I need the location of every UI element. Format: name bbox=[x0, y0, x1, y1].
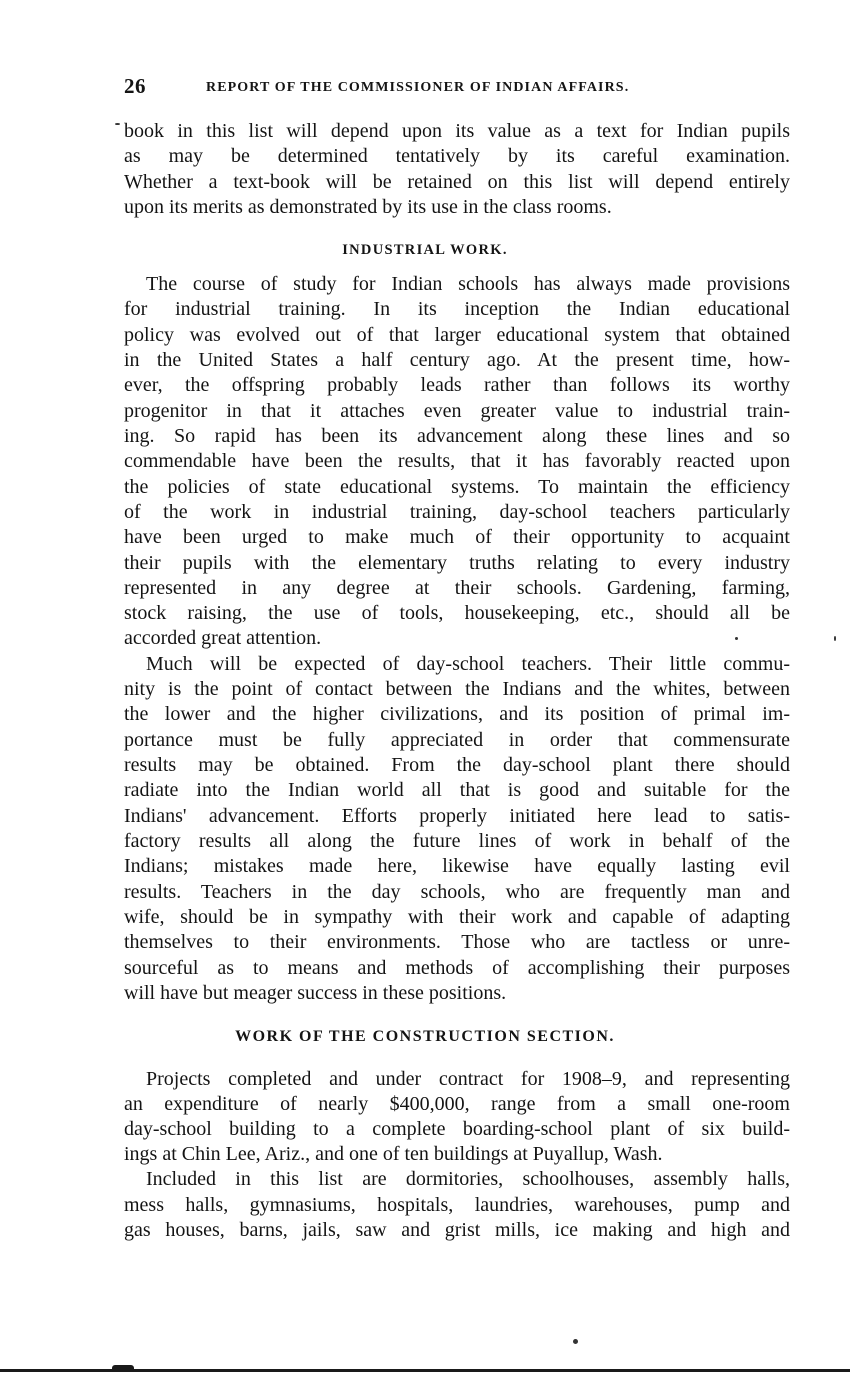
text-line: ing. So rapid has been its advancement along these lines and so bbox=[124, 425, 790, 447]
text-line: of the work in industrial training, day-school teachers particularly bbox=[124, 501, 790, 523]
text-line: policy was evolved out of that larger educational system that obtained bbox=[124, 324, 790, 346]
text-line: represented in any degree at their schools. Gardening, farming, bbox=[124, 577, 790, 599]
section-heading-construction: WORK OF THE CONSTRUCTION SECTION. bbox=[235, 1028, 615, 1045]
text-line: wife, should be in sympathy with their work and capable of adapting bbox=[124, 906, 790, 928]
text-line: Projects completed and under contract for 1908–9, and representing bbox=[146, 1068, 790, 1090]
text-line: mess halls, gymnasiums, hospitals, laundries, warehouses, pump and bbox=[124, 1194, 790, 1216]
scan-speck bbox=[115, 123, 120, 125]
text-line: results may be obtained. From the day-school plant there should bbox=[124, 754, 790, 776]
text-line: commendable have been the results, that it has favorably reacted upon bbox=[124, 450, 790, 472]
text-line: upon its merits as demonstrated by its use in the class rooms. bbox=[124, 196, 612, 218]
text-line: in the United States a half century ago. At the present time, how- bbox=[124, 349, 790, 371]
scan-speck bbox=[735, 637, 738, 640]
text-line: results. Teachers in the day schools, who are frequently man and bbox=[124, 881, 790, 903]
page-number: 26 bbox=[124, 74, 146, 98]
text-line: as may be determined tentatively by its careful examination. bbox=[124, 145, 790, 167]
text-line: gas houses, barns, jails, saw and grist mills, ice making and high and bbox=[124, 1219, 790, 1241]
text-line: an expenditure of nearly $400,000, range from a small one-room bbox=[124, 1093, 790, 1115]
text-line: radiate into the Indian world all that is good and suitable for the bbox=[124, 779, 790, 801]
text-line: portance must be fully appreciated in order that commensurate bbox=[124, 729, 790, 751]
text-line: book in this list will depend upon its value as a text for Indian pupils bbox=[124, 120, 790, 142]
text-line: for industrial training. In its inception the Indian educational bbox=[124, 298, 790, 320]
text-line: Indians; mistakes made here, likewise have equally lasting evil bbox=[124, 855, 790, 877]
page-bottom-edge bbox=[0, 1369, 850, 1372]
text-line: Included in this list are dormitories, schoolhouses, assembly halls, bbox=[146, 1168, 790, 1190]
section-heading-industrial-work: INDUSTRIAL WORK. bbox=[342, 242, 508, 258]
text-line: their pupils with the elementary truths relating to every industry bbox=[124, 552, 790, 574]
text-line: sourceful as to means and methods of accomplishing their purposes bbox=[124, 957, 790, 979]
scan-speck bbox=[834, 636, 836, 641]
text-line: themselves to their environments. Those who are tactless or unre- bbox=[124, 931, 790, 953]
text-line: Indians' advancement. Efforts properly initiated here lead to satis- bbox=[124, 805, 790, 827]
text-line: nity is the point of contact between the Indians and the whites, between bbox=[124, 678, 790, 700]
scan-speck bbox=[573, 1339, 578, 1344]
text-line: stock raising, the use of tools, housekeeping, etc., should all be bbox=[124, 602, 790, 624]
text-line: accorded great attention. bbox=[124, 627, 322, 649]
text-line: have been urged to make much of their opportunity to acquaint bbox=[124, 526, 790, 548]
text-line: factory results all along the future lines of work in behalf of the bbox=[124, 830, 790, 852]
text-line: The course of study for Indian schools has always made provisions bbox=[146, 273, 790, 295]
text-line: Much will be expected of day-school teachers. Their little commu- bbox=[146, 653, 790, 675]
text-line: the lower and the higher civilizations, and its position of primal im- bbox=[124, 703, 790, 725]
text-line: Whether a text-book will be retained on this list will depend entirely bbox=[124, 171, 790, 193]
running-head: REPORT OF THE COMMISSIONER OF INDIAN AFFAIRS. bbox=[206, 80, 630, 95]
text-line: will have but meager success in these positions. bbox=[124, 982, 507, 1004]
text-line: day-school building to a complete boarding-school plant of six build- bbox=[124, 1118, 790, 1140]
text-line: ings at Chin Lee, Ariz., and one of ten buildings at Puyallup, Wash. bbox=[124, 1143, 663, 1165]
text-line: ever, the offspring probably leads rather than follows its worthy bbox=[124, 374, 790, 396]
text-line: progenitor in that it attaches even greater value to industrial train- bbox=[124, 400, 790, 422]
text-line: the policies of state educational systems. To maintain the efficiency bbox=[124, 476, 790, 498]
